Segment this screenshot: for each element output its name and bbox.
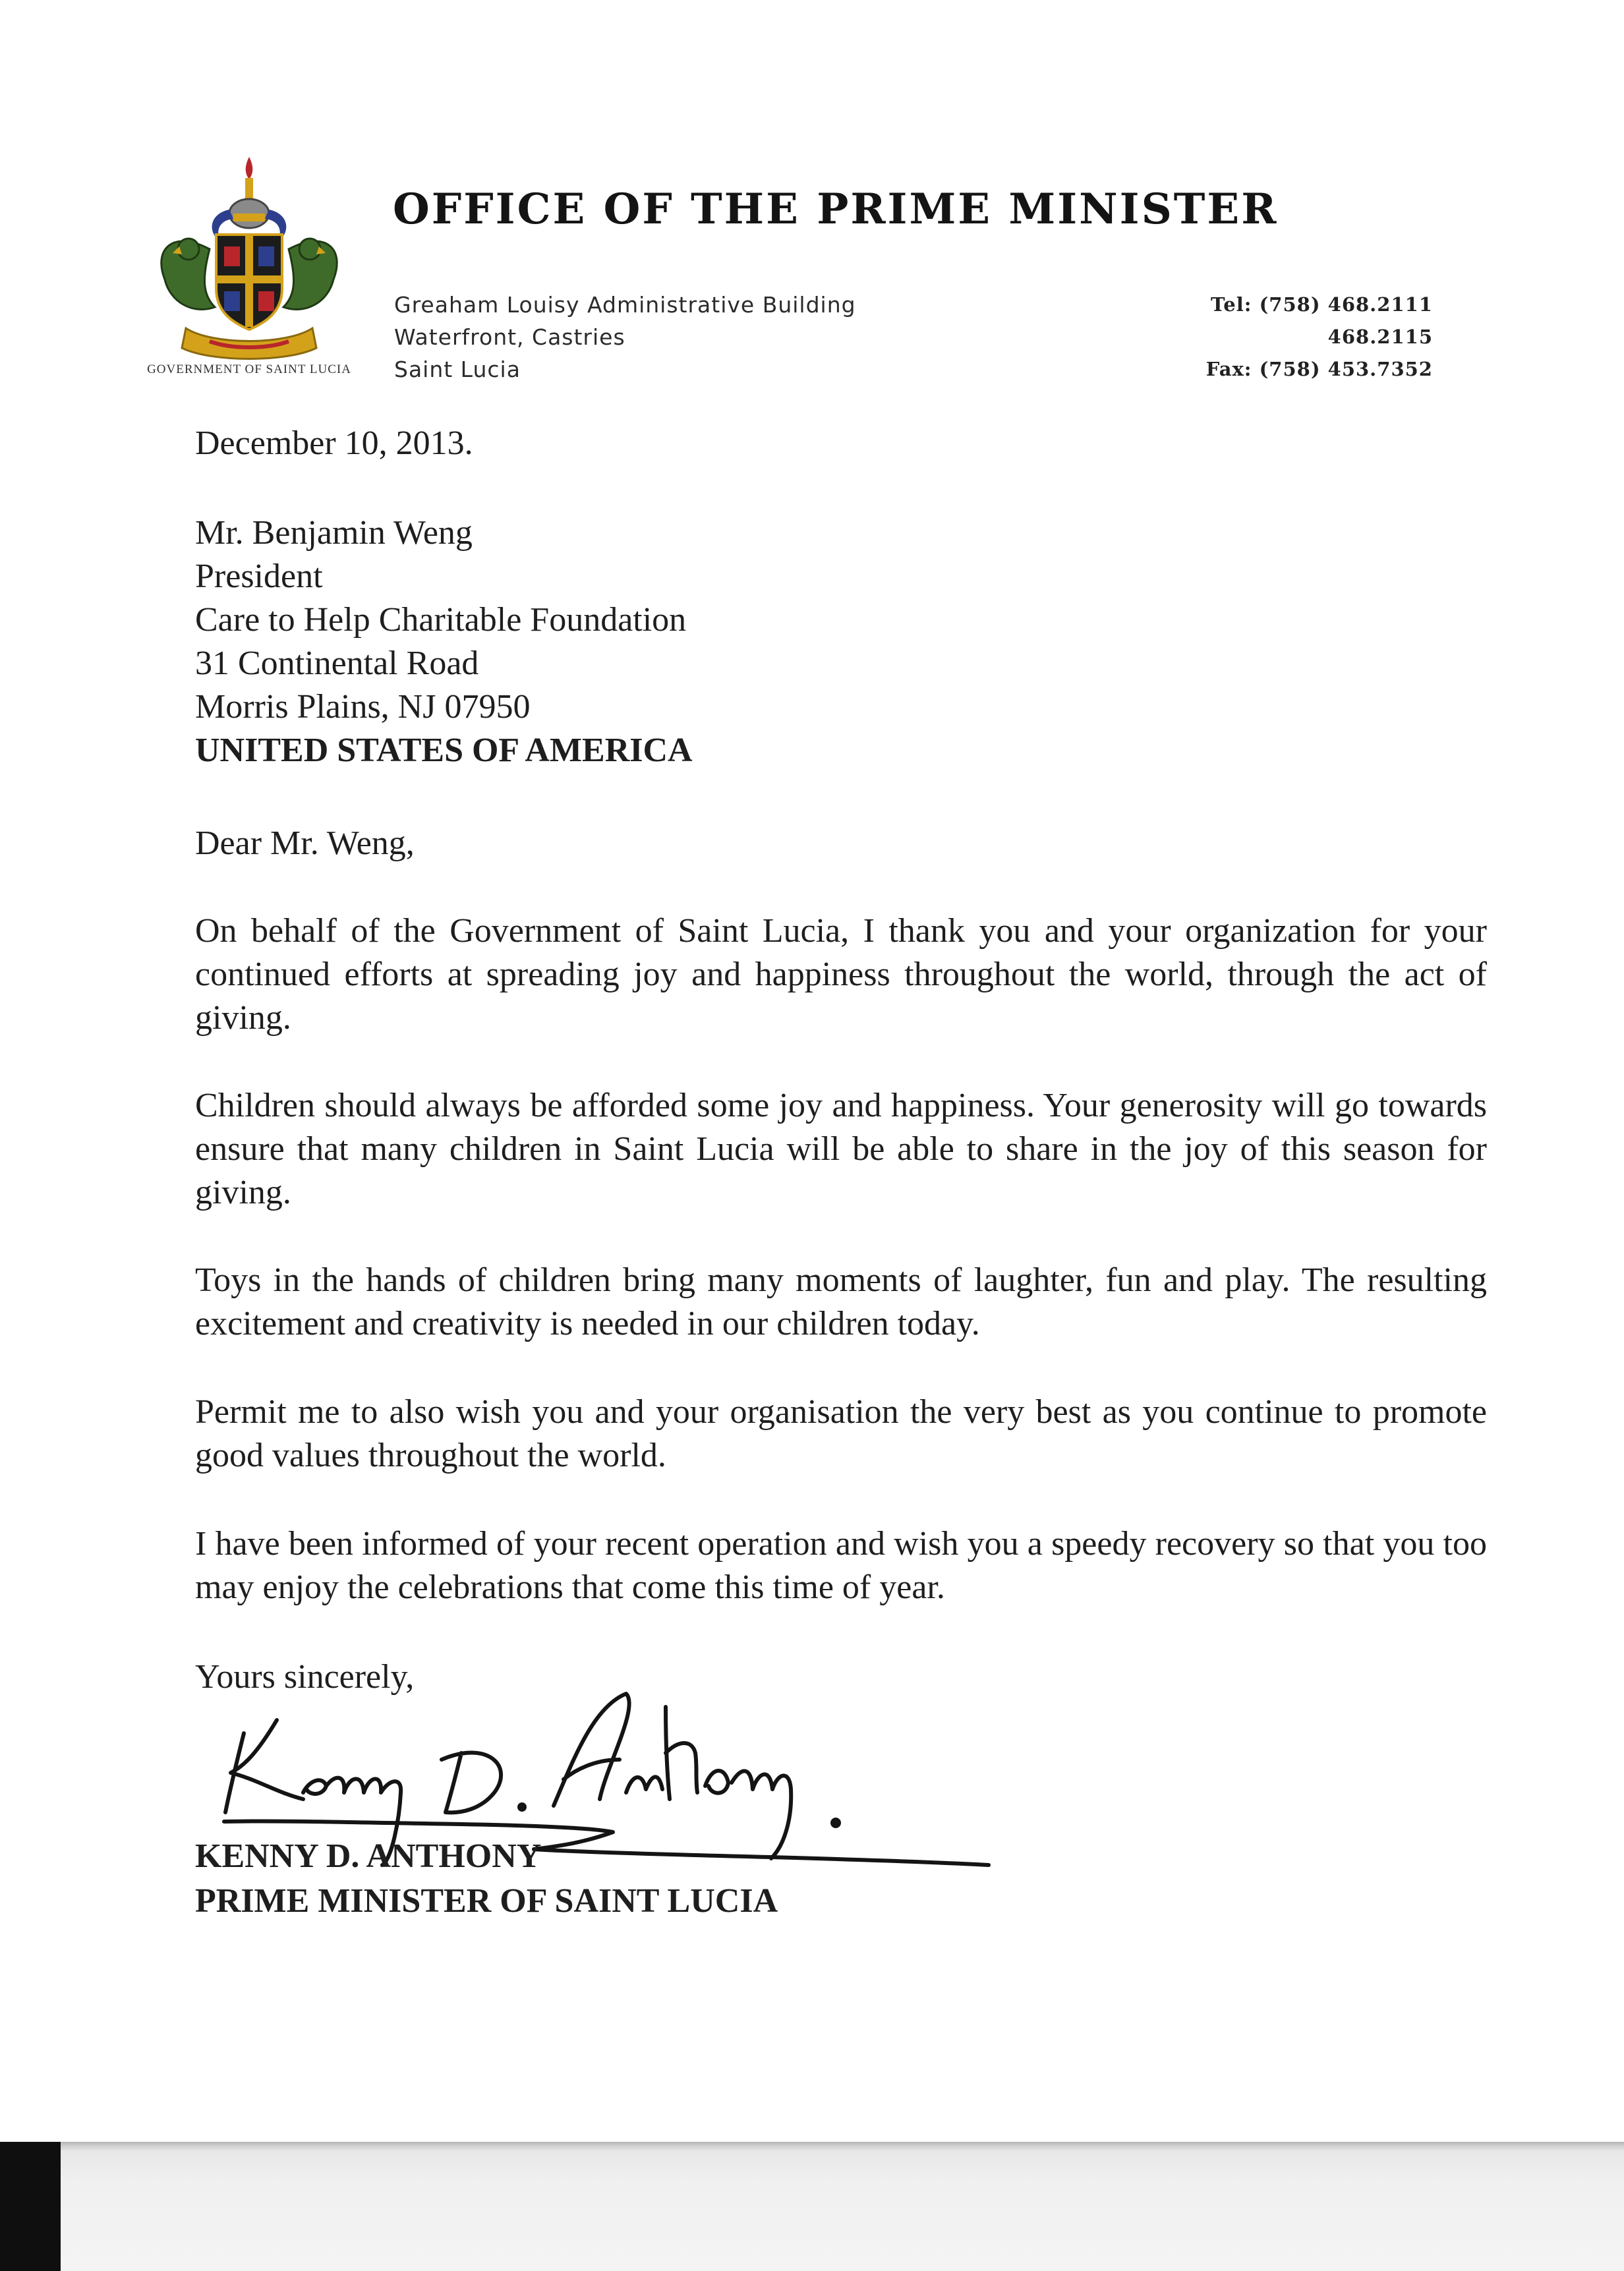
body-paragraph: Children should always be afforded some joy and happiness. Your generosity will go towards ensure that many children in Saint Lucia will be able to share in the joy of this season for giving. (195, 1087, 1487, 1211)
address-line: Greaham Louisy Administrative Building (394, 292, 856, 318)
body-paragraph: Permit me to also wish you and your organisation the very best as you continue to promote good values throughout the world. (195, 1393, 1487, 1474)
telephone-line-alt: 468.2115 (1327, 326, 1433, 348)
address-line: Waterfront, Castries (394, 324, 625, 350)
fax-line: Fax: (758) 453.7352 (1205, 358, 1433, 380)
telephone-line: Tel: (758) 468.2111 (1211, 293, 1433, 316)
crest-caption: GOVERNMENT OF SAINT LUCIA (147, 362, 351, 376)
coat-of-arms-icon (146, 150, 352, 368)
recipient-title: President (195, 558, 323, 595)
office-address (394, 289, 856, 386)
salutation: Dear Mr. Weng, (195, 824, 415, 862)
office-contact (1206, 289, 1433, 386)
signatory-block (195, 1834, 1487, 1924)
scanner-edge-shadow (0, 2142, 61, 2271)
body-paragraph: On behalf of the Government of Saint Lucia, I thank you and your organization for your continued efforts at spreading joy and happiness throughout the world, through the act of giving. (195, 912, 1487, 1037)
body-paragraph: I have been informed of your recent operation and wish you a speedy recovery so that you too may enjoy the celebrations that come this time of year. (195, 1525, 1487, 1606)
recipient-country: UNITED STATES OF AMERICA (195, 732, 693, 769)
recipient-address (195, 511, 1487, 772)
signatory-name: KENNY D. ANTHONY (195, 1837, 542, 1875)
letter-date: December 10, 2013. (195, 424, 473, 462)
closing: Yours sincerely, (195, 1658, 415, 1696)
recipient-street: 31 Continental Road (195, 645, 479, 682)
address-line: Saint Lucia (394, 357, 521, 382)
recipient-city: Morris Plains, NJ 07950 (195, 688, 531, 726)
body-paragraph: Toys in the hands of children bring many moments of laughter, fun and play. The resulting excitement and creativity is needed in our children today. (195, 1261, 1487, 1342)
recipient-organization: Care to Help Charitable Foundation (195, 601, 687, 639)
scanner-edge (0, 2142, 1624, 2271)
recipient-name: Mr. Benjamin Weng (195, 514, 473, 552)
office-title: OFFICE OF THE PRIME MINISTER (393, 185, 1279, 234)
signatory-title: PRIME MINISTER OF SAINT LUCIA (195, 1882, 778, 1920)
